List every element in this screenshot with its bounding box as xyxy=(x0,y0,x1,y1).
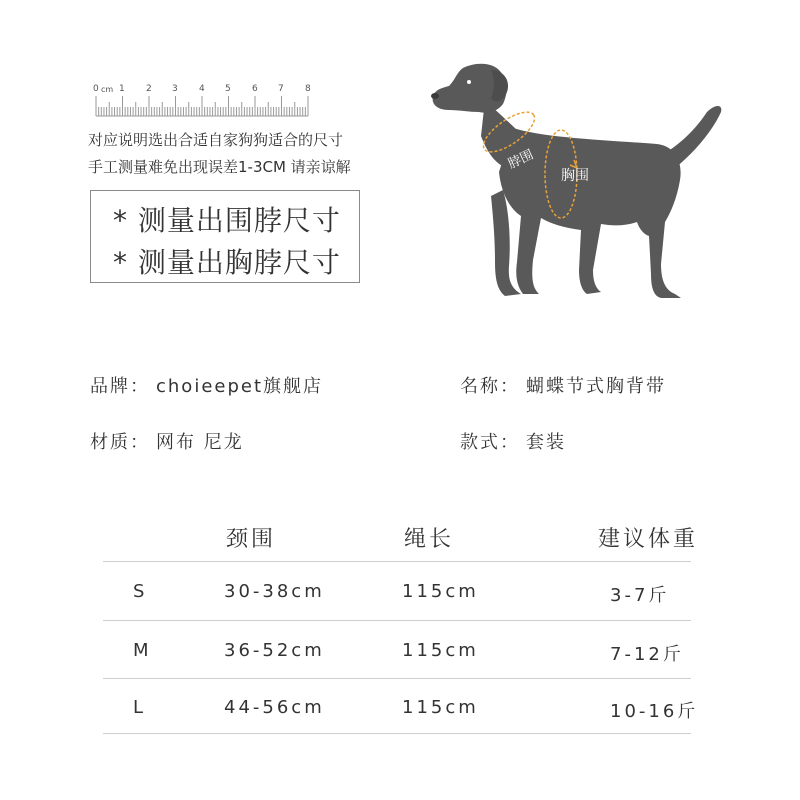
measure-neck-text: * 测量出围脖尺寸 xyxy=(113,204,341,237)
ruler-label-7: 7 xyxy=(278,84,284,94)
measure-instructions-box xyxy=(90,190,360,283)
table-divider xyxy=(103,733,691,734)
ruler-label-5: 5 xyxy=(225,84,231,94)
row-m-neck: 36-52cm xyxy=(224,640,325,661)
row-l-neck: 44-56cm xyxy=(224,697,325,718)
row-l-length: 115cm xyxy=(402,697,479,718)
ruler-label-0: 0 xyxy=(93,84,99,94)
name-value: 蝴蝶节式胸背带 xyxy=(526,376,666,397)
brand-label: 品牌： xyxy=(90,376,150,397)
row-s-weight: 3-7斤 xyxy=(610,585,670,606)
ruler-graphic xyxy=(88,80,320,124)
row-m-weight: 7-12斤 xyxy=(610,644,684,665)
header-neck-girth: 颈围 xyxy=(226,527,277,552)
intro-line-1: 对应说明选出合适自家狗狗适合的尺寸 xyxy=(88,131,344,149)
row-s-neck: 30-38cm xyxy=(224,581,325,602)
measure-chest-text: * 测量出胸脖尺寸 xyxy=(113,246,341,279)
ruler-label-8: 8 xyxy=(305,84,311,94)
table-divider xyxy=(103,678,691,679)
row-l-weight: 10-16斤 xyxy=(610,701,699,722)
material-info xyxy=(90,428,244,454)
ruler-label-3: 3 xyxy=(172,84,178,94)
style-info xyxy=(460,428,566,454)
style-value: 套装 xyxy=(526,432,566,453)
header-rope-length: 绳长 xyxy=(404,527,455,552)
style-label: 款式： xyxy=(460,432,520,453)
dog-silhouette-illustration xyxy=(425,40,725,300)
name-label: 名称： xyxy=(460,376,520,397)
row-l-size: L xyxy=(133,697,147,718)
material-value: 网布 尼龙 xyxy=(156,432,244,453)
product-name-info xyxy=(460,372,666,398)
material-label: 材质： xyxy=(90,432,150,453)
neck-girth-label: 脖围 xyxy=(506,147,536,173)
row-s-length: 115cm xyxy=(402,581,479,602)
brand-value: choieepet旗舰店 xyxy=(156,376,324,397)
row-m-length: 115cm xyxy=(402,640,479,661)
ruler-label-4: 4 xyxy=(199,84,205,94)
row-s-size: S xyxy=(133,581,148,602)
ruler-label-1: 1 xyxy=(119,84,125,94)
table-divider xyxy=(103,620,691,621)
table-divider xyxy=(103,561,691,562)
brand-info xyxy=(90,372,323,398)
ruler-unit: cm xyxy=(101,85,114,94)
ruler-label-6: 6 xyxy=(252,84,258,94)
header-suggested-weight: 建议体重 xyxy=(598,527,699,552)
intro-line-2: 手工测量难免出现误差1-3CM 请亲谅解 xyxy=(88,158,351,176)
row-m-size: M xyxy=(133,640,152,661)
ruler-label-2: 2 xyxy=(146,84,152,94)
chest-girth-label: 胸围 xyxy=(561,168,589,184)
